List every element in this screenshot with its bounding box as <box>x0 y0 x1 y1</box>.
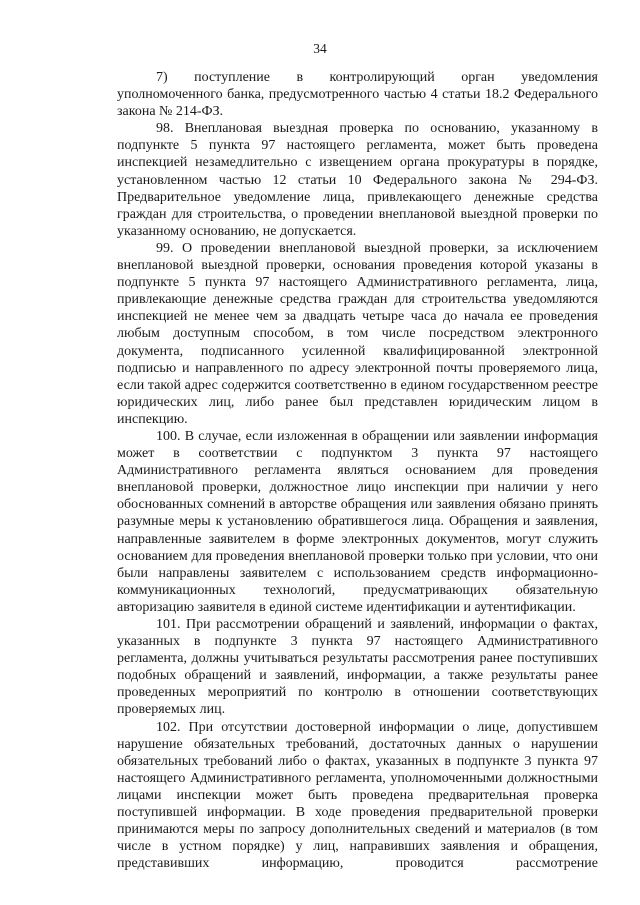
paragraph-100: 100. В случае, если изложенная в обращении или заявлении информация может в соответствии с подпунктом 3 пункта 97 настоящего Административного регламента являться основанием для проведения внеплановой проверки, должностное лицо инспекции при наличии у него обоснованных сомнений в авторстве обращения или заявления обязано принять разумные меры к установлению обратившегося лица. Обращения и заявления, направленные заявителем в форме электронных документов, могут служить основанием для проведения внеплановой проверки только при условии, что они были направлены заявителем с использованием средств информационно-коммуникационных технологий, предусматривающих обязательную авторизацию заявителя в единой системе идентификации и аутентификации. <box>117 428 598 615</box>
paragraph-98: 98. Внеплановая выездная проверка по основанию, указанному в подпункте 5 пункта 97 настоящего регламента, может быть проведена инспекцией незамедлительно с извещением органа прокуратуры в порядке, установленном частью 12 статьи 10 Федерального закона № 294-ФЗ. Предварительное уведомление лица, привлекающего денежные средства граждан для строительства, о проведении внеплановой выездной проверки по указанному основанию, не допускается. <box>117 121 598 239</box>
paragraph-101: 101. При рассмотрении обращений и заявлений, информации о фактах, указанных в подпункте 3 пункта 97 настоящего Административного регламента, должны учитываться результаты рассмотрения ранее поступивших подобных обращений и заявлений, информации, а также результаты ранее проведенных мероприятий по контролю в отношении соответствующих проверяемых лиц. <box>117 617 598 718</box>
document-body <box>117 69 598 872</box>
paragraph-99: 99. О проведении внеплановой выездной проверки, за исключением внеплановой выездной проверки, основания проведения которой указаны в подпункте 5 пункта 97 настоящего Административного регламента, лица, привлекающие денежные средства граждан для строительства уведомляются инспекцией не менее чем за двадцать четыре часа до начала ее проведения любым доступным способом, в том числе посредством электронного документа, подписанного усиленной квалифицированной электронной подписью и направленного по адресу электронной почты проверяемого лица, если такой адрес содержится соответственно в едином государственном реестре юридических лиц, либо ранее был представлен юридическим лицом в инспекцию. <box>117 240 598 427</box>
paragraph-102: 102. При отсутствии достоверной информации о лице, допустившем нарушение обязательных требований, достаточных данных о нарушении обязательных требований либо о фактах, указанных в подпункте 3 пункта 97 настоящего Административного регламента, уполномоченными должностными лицами инспекции может быть проведена предварительная проверка поступившей информации. В ходе проведения предварительной проверки принимаются меры по запросу дополнительных сведений и материалов (в том числе в устном порядке) у лиц, направивших заявления и обращения, представивших информацию, проводится рассмотрение <box>117 719 598 872</box>
paragraph-item-7: 7) поступление в контролирующий орган уведомления уполномоченного банка, предусмотренного частью 4 статьи 18.2 Федерального закона № 214-ФЗ. <box>117 70 598 120</box>
page-number: 34 <box>313 41 327 56</box>
